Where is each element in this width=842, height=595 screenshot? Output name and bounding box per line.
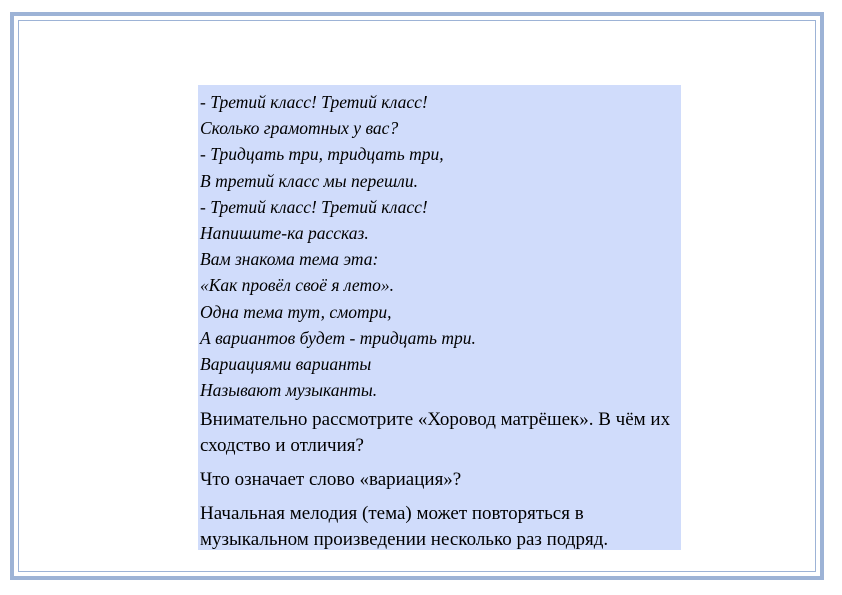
poem-line: - Третий класс! Третий класс! <box>200 196 428 217</box>
poem-line: - Тридцать три, тридцать три, <box>200 144 444 165</box>
poem <box>200 89 675 403</box>
poem-line: Называют музыканты. <box>200 380 378 401</box>
poem-line: А вариантов будет - тридцать три. <box>200 327 476 348</box>
poem-line: - Третий класс! Третий класс! <box>200 92 428 112</box>
poem-line: Вам знакома тема эта: <box>200 249 379 270</box>
question-paragraph-similarities: Внимательно рассмотрите «Хоровод матрёшек». В чём их сходство и отличия? <box>200 409 671 457</box>
poem-line: «Как провёл своё я лето». <box>200 275 394 296</box>
answer-paragraph-melody: Начальная мелодия (тема) может повторяться в музыкальном произведении несколько раз подряд. <box>200 503 609 551</box>
poem-line: Напишите-ка рассказ. <box>200 223 369 244</box>
poem-line: Одна тема тут, смотри, <box>200 301 392 322</box>
poem-line: Вариациями варианты <box>200 354 372 375</box>
question-paragraph-variation: Что означает слово «вариация»? <box>200 469 462 491</box>
poem-line: В третий класс мы перешли. <box>200 170 418 191</box>
poem-line: Сколько грамотных у вас? <box>200 118 399 139</box>
text-box <box>198 85 681 550</box>
